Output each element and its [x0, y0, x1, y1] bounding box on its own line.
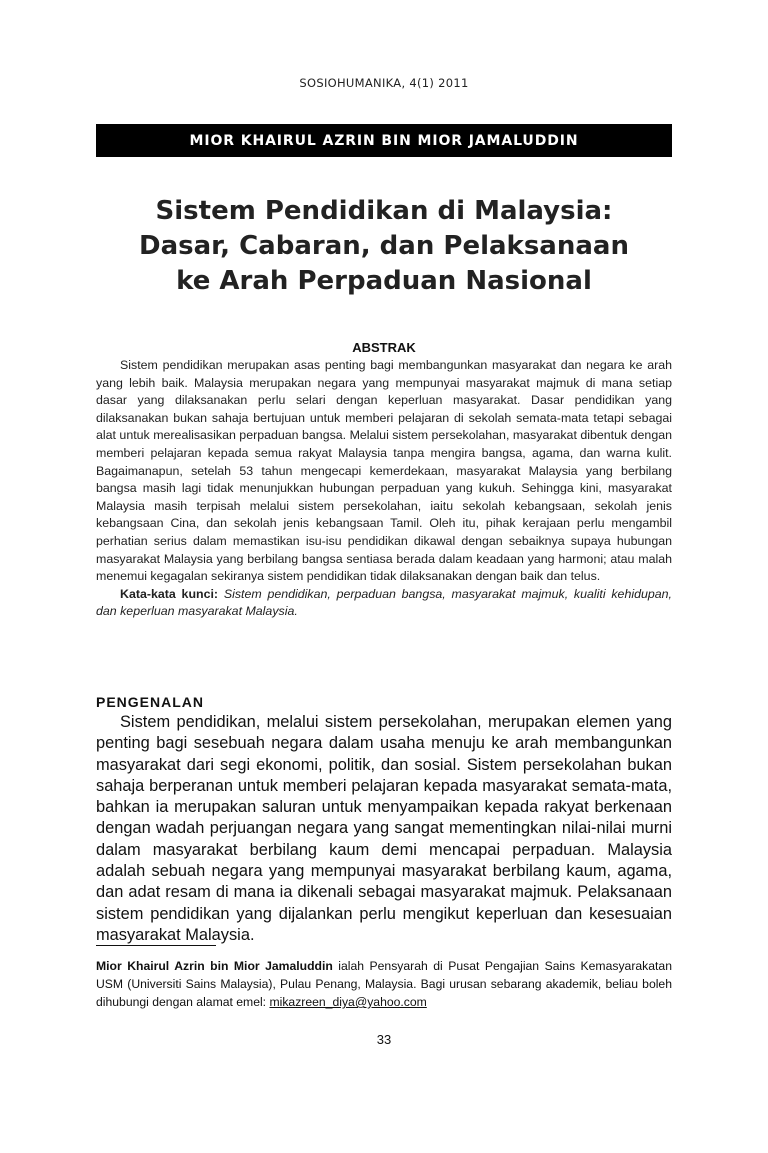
author-footnote	[96, 957, 672, 1011]
keywords-label: Kata-kata kunci:	[120, 586, 219, 601]
intro-paragraph: Sistem pendidikan, melalui sistem persekolahan, merupakan elemen yang penting bagi sesebuah negara dalam usaha menuju ke arah membangunkan masyarakat dari segi ekonomi, politik, dan sosial. Sistem persekolahan bukan sahaja berperanan untuk memberi pelajaran kepada masyarakat semata-mata, bahkan ia merupakan saluran untuk menyampaikan kepada rakyat berkenaan dengan wadah perjuangan negara yang sangat mementingkan nilai-nilai murni dalam masyarakat berbilang kaum demi mencapai perpaduan. Malaysia adalah sebuah negara yang mempunyai masyarakat berbilang kaum, agama, dan adat resam di mana ia dikenali sebagai masyarakat majmuk. Pelaksanaan sistem pendidikan yang dijalankan perlu mengikut keperluan dan kesesuaian masyarakat Malaysia.	[96, 713, 672, 944]
running-head: SOSIOHUMANIKA, 4(1) 2011	[299, 76, 469, 90]
footnote-author-name: Mior Khairul Azrin bin Mior Jamaluddin	[96, 959, 333, 973]
title-line-3: ke Arah Perpaduan Nasional	[176, 266, 592, 296]
author-banner	[96, 124, 672, 157]
article-title	[96, 194, 672, 299]
title-line-1: Sistem Pendidikan di Malaysia:	[155, 196, 613, 226]
keywords-text: Sistem pendidikan, perpaduan bangsa, masyarakat majmuk, kualiti kehidupan, dan keperluan masyarakat Malaysia.	[96, 586, 672, 619]
keywords-paragraph	[96, 586, 672, 621]
page-number: 33	[376, 1032, 392, 1047]
intro-body	[96, 712, 672, 946]
footnote-text: ialah Pensyarah di Pusat Pengajian Sains Kemasyarakatan USM (Universiti Sains Malaysia), Pulau Penang, Malaysia. Bagi urusan sebarang akademik, beliau boleh dihubungi dengan alamat emel:	[96, 959, 672, 1009]
section-heading: PENGENALAN	[96, 694, 205, 710]
author-email-link[interactable]: mikazreen_diya@yahoo.com	[269, 995, 427, 1009]
footnote-paragraph	[96, 957, 672, 1011]
abstract-heading: ABSTRAK	[352, 340, 416, 355]
abstract-body	[96, 357, 672, 621]
author-banner-text: MIOR KHAIRUL AZRIN BIN MIOR JAMALUDDIN	[189, 132, 579, 149]
abstract-paragraph: Sistem pendidikan merupakan asas penting bagi membangunkan masyarakat dan negara ke arah yang lebih baik. Malaysia merupakan negara yang mempunyai masyarakat majmuk di mana setiap dasar yang dilaksanakan perlu selari dengan keperluan masyarakat. Dasar pendidikan yang dilaksanakan bukan sahaja bertujuan untuk memberi pelajaran di sekolah semata-mata tetapi sebagai alat untuk merealisasikan perpaduan bangsa. Melalui sistem persekolahan, masyarakat dibentuk dengan memberi pelajaran kepada semua rakyat Malaysia tanpa mengira bangsa, agama, dan warna kulit. Bagaimanapun, setelah 53 tahun mengecapi kemerdekaan, masyarakat Malaysia yang berbilang bangsa masih lagi tidak menunjukkan hubungan perpaduan yang kukuh. Sehingga kini, masyarakat Malaysia masih terpisah melalui sistem persekolahan, iaitu sekolah kebangsaan, sekolah jenis kebangsaan Cina, dan sekolah jenis kebangsaan Tamil. Oleh itu, pihak kerajaan perlu mengambil perhatian serius dalam memastikan isu-isu pendidikan dikawal dengan sebaiknya supaya hubungan masyarakat Malaysia yang berbilang bangsa sentiasa berada dalam keadaan yang harmoni; atau malah menemui kegagalan sekiranya sistem pendidikan tidak dilaksanakan dengan baik dan telus.	[96, 358, 672, 584]
title-line-2: Dasar, Cabaran, dan Pelaksanaan	[139, 231, 629, 261]
footnote-divider	[96, 945, 216, 946]
